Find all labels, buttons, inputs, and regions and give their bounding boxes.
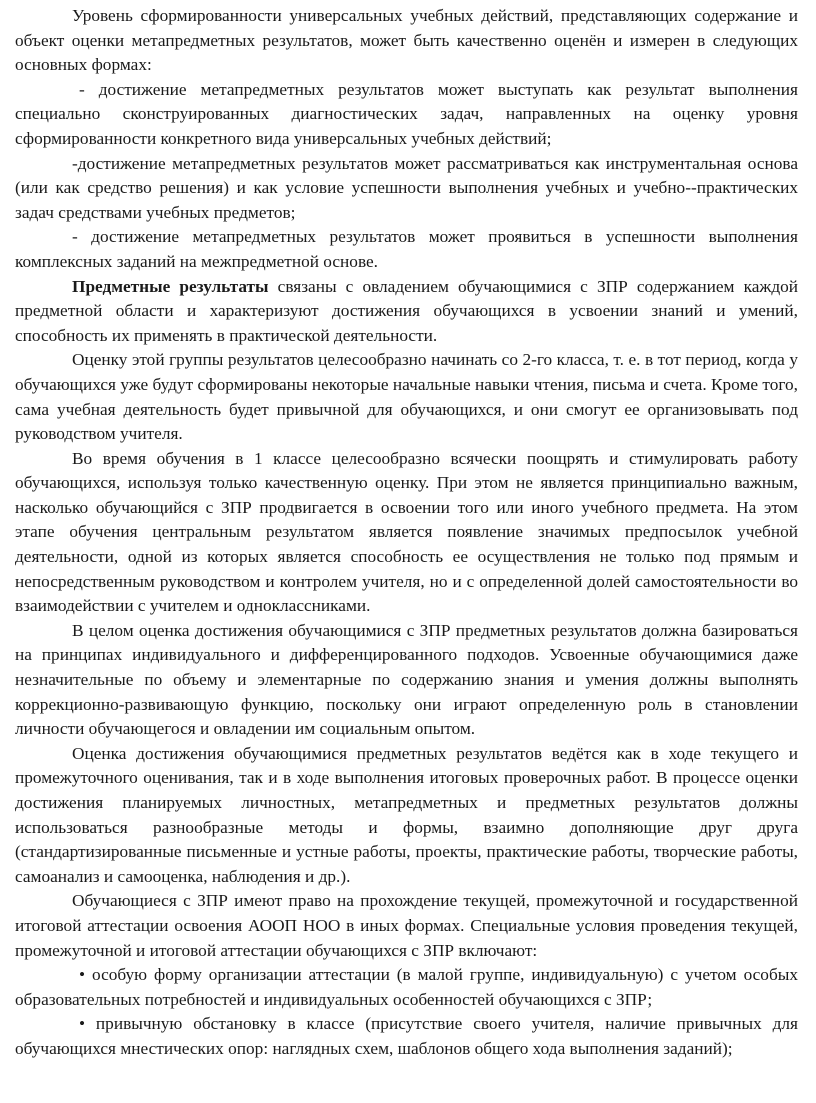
paragraph-text: Обучающиеся с ЗПР имеют право на прохождение текущей, промежуточной и государственной итоговой аттестации освоения АООП НОО в иных формах. Специальные условия проведения текущей, промежуточной и итоговой аттестации обучающихся с ЗПР включают: [15, 891, 798, 960]
paragraph-text: -достижение метапредметных результатов может рассматриваться как инструментальная основа (или как средство решения) и как условие успешности выполнения учебных и учебно--практических задач средствами учебных предметов; [15, 153, 798, 222]
paragraph-assessment-start [15, 348, 798, 446]
paragraph-assessment-methods [15, 742, 798, 890]
paragraph-subject-results [15, 275, 798, 349]
bullet-item-form [15, 963, 798, 1012]
paragraph-text: связаны с овладением обучающимися с ЗПР содержанием каждой предметной области и характеризуют достижения обучающихся в усвоении знаний и умений, способность их применять в практической деятельности. [15, 276, 798, 345]
paragraph-first-grade [15, 447, 798, 619]
paragraph-text: • особую форму организации аттестации (в малой группе, индивидуальную) с учетом особых образовательных потребностей и индивидуальных особенностей обучающихся с ЗПР; [15, 965, 798, 1009]
list-item-instrumental [15, 152, 798, 226]
paragraph-individual-approach [15, 619, 798, 742]
paragraph-attestation [15, 889, 798, 963]
paragraph-text: Во время обучения в 1 классе целесообразно всячески поощрять и стимулировать работу обучающихся, используя только качественную оценку. При этом не является принципиально важным, насколько обучающийся с ЗПР продвигается в освоении того или иного учебного предмета. На этом этапе обучения центральным результатом является появление значимых предпосылок учебной деятельности, одной из которых является способность ее осуществления не только под прямым и непосредственным руководством и контролем учителя, но и с определенной долей самостоятельности во взаимодействии с учителем и одноклассниками. [15, 448, 798, 616]
bullet-item-environment [15, 1012, 798, 1061]
paragraph-text: - достижение метапредметных результатов может проявиться в успешности выполнения комплексных заданий на межпредметной основе. [15, 227, 798, 271]
paragraph-text: Уровень сформированности универсальных учебных действий, представляющих содержание и объект оценки метапредметных результатов, может быть качественно оценён и измерен в следующих основных формах: [15, 6, 798, 75]
list-item-complex [15, 225, 798, 274]
subject-results-term: Предметные результаты [72, 276, 269, 296]
paragraph-text: Оценку этой группы результатов целесообразно начинать со 2-го класса, т. е. в тот период, когда у обучающихся уже будут сформированы некоторые начальные навыки чтения, письма и счета. Кроме того, сама учебная деятельность будет привычной для обучающихся, и они смогут ее организовывать под руководством учителя. [15, 350, 798, 444]
paragraph-text: • привычную обстановку в классе (присутствие своего учителя, наличие привычных для обучающихся мнестических опор: наглядных схем, шаблонов общего хода выполнения заданий); [15, 1014, 798, 1058]
paragraph-text: - достижение метапредметных результатов может выступать как результат выполнения специально сконструированных диагностических задач, направленных на оценку уровня сформированности конкретного вида универсальных учебных действий; [15, 79, 798, 148]
list-item-diagnostic [15, 78, 798, 152]
paragraph-text: Оценка достижения обучающимися предметных результатов ведётся как в ходе текущего и промежуточного оценивания, так и в ходе выполнения итоговых проверочных работ. В процессе оценки достижения планируемых личностных, метапредметных и предметных результатов должны использоваться разнообразные методы и формы, взаимно дополняющие друг друга (стандартизированные письменные и устные работы, проекты, практические работы, творческие работы, самоанализ и самооценка, наблюдения и др.). [15, 743, 798, 886]
paragraph-text: В целом оценка достижения обучающимися с ЗПР предметных результатов должна базироваться на принципах индивидуального и дифференцированного подходов. Усвоенные обучающимися даже незначительные по объему и элементарные по содержанию знания и умения должны выполнять коррекционно-развивающую функцию, поскольку они играют определенную роль в становлении личности обучающегося и овладении им социальным опытом. [15, 620, 798, 739]
paragraph-forms-intro [15, 4, 798, 78]
